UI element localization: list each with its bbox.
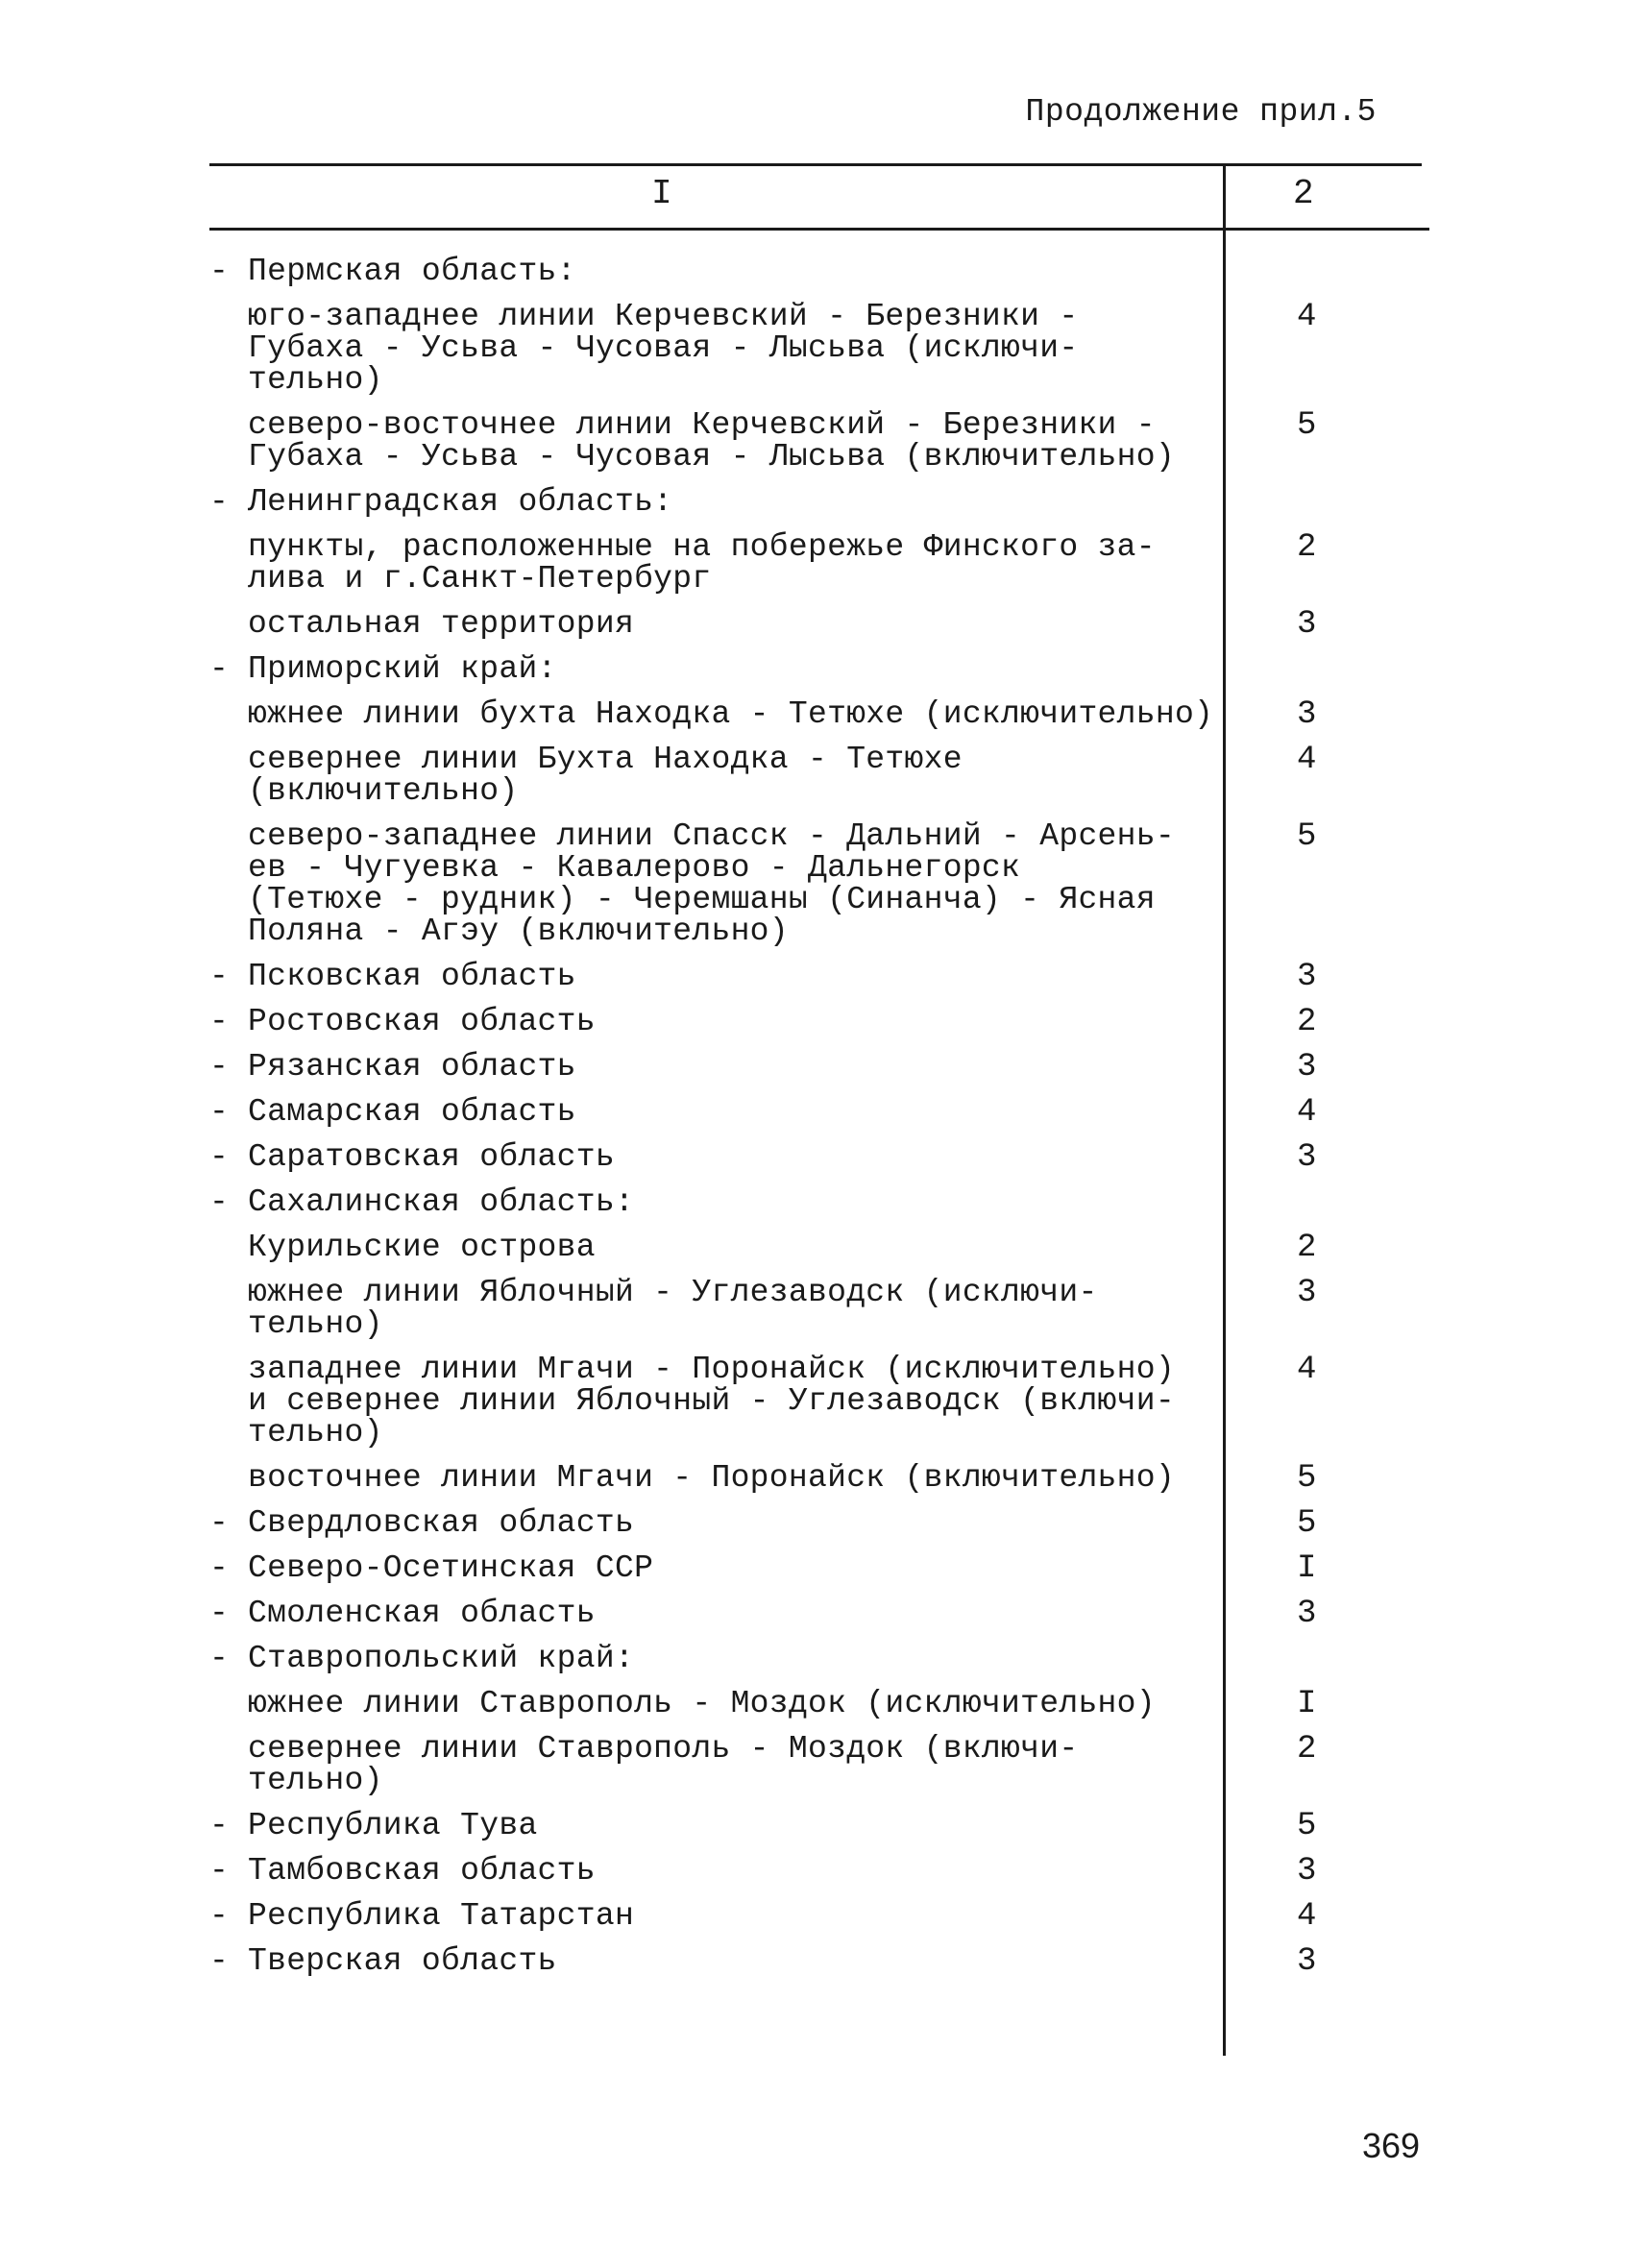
region-row	[209, 1943, 1429, 1980]
list-dash: -	[209, 1184, 230, 1220]
region-row	[209, 1004, 1429, 1040]
list-dash: -	[209, 1808, 230, 1843]
row-label-text: Ленинградская область:	[248, 484, 673, 520]
row-label	[209, 1855, 1218, 1887]
row-value: 3	[1297, 1049, 1317, 1085]
list-dash: -	[209, 1550, 230, 1586]
row-value: I	[1297, 1686, 1317, 1722]
region-row	[209, 1505, 1429, 1542]
region-row	[209, 1898, 1429, 1935]
row-value: 4	[1297, 1898, 1317, 1935]
region-row	[209, 1853, 1429, 1890]
table-body	[209, 256, 1429, 1990]
row-label-text: южнее линии Ставрополь - Моздок (исключительно)	[248, 1686, 1156, 1721]
row-label	[209, 486, 1218, 518]
region-row	[209, 256, 1429, 287]
row-label-text: Пермская область:	[248, 254, 576, 289]
row-label	[209, 698, 1256, 730]
row-value: 5	[1297, 818, 1317, 855]
list-dash: -	[209, 1943, 230, 1979]
row-label-text: остальная территория	[248, 606, 635, 642]
row-label	[209, 1507, 1218, 1539]
row-label-text: Самарская область	[248, 1094, 576, 1130]
row-label-text: Ставропольский край:	[248, 1641, 635, 1676]
row-value: 3	[1297, 696, 1317, 733]
row-value: 5	[1297, 1460, 1317, 1497]
row-label-text: севернее линии Бухта Находка - Тетюхе (включительно)	[248, 742, 963, 809]
row-label	[209, 1232, 1256, 1263]
region-row	[209, 1808, 1429, 1844]
table-top-rule	[209, 163, 1422, 166]
subregion-row	[209, 606, 1429, 643]
row-label	[209, 1810, 1218, 1841]
list-dash: -	[209, 1049, 230, 1085]
row-value: 3	[1297, 959, 1317, 995]
subregion-row	[209, 744, 1429, 807]
row-label-text: северо-западнее линии Спасск - Дальний - Арсень- ев - Чугуевка - Кавалерово - Дальнегорск (Тетюхе - рудник) - Черемшаны (Синанча) - Ясная Поляна - Агэу (включительно)	[248, 818, 1175, 949]
row-value: 4	[1297, 1094, 1317, 1131]
row-label	[209, 1186, 1218, 1218]
row-label-text: южнее линии бухта Находка - Тетюхе (исключительно)	[248, 696, 1214, 732]
row-label	[209, 1733, 1256, 1796]
region-row	[209, 1094, 1429, 1131]
region-row	[209, 1051, 1429, 1083]
list-dash: -	[209, 1641, 230, 1676]
row-value: 4	[1297, 299, 1317, 335]
list-dash: -	[209, 1596, 230, 1631]
row-value: I	[1297, 1550, 1317, 1587]
subregion-row	[209, 1686, 1429, 1722]
row-value: 2	[1297, 1230, 1317, 1266]
region-row	[209, 486, 1429, 518]
row-label-text: Свердловская область	[248, 1505, 635, 1541]
list-dash: -	[209, 1853, 230, 1889]
row-label	[209, 301, 1256, 396]
subregion-row	[209, 409, 1429, 473]
continuation-label: Продолжение прил.5	[1025, 94, 1377, 130]
row-label-text: пункты, расположенные на побережье Финского за- лива и г.Санкт-Петербург	[248, 529, 1156, 597]
subregion-row	[209, 1460, 1429, 1497]
row-label-text: Северо-Осетинская ССР	[248, 1550, 654, 1586]
row-label-text: Республика Тува	[248, 1808, 538, 1843]
row-value: 5	[1297, 407, 1317, 444]
region-row	[209, 1186, 1429, 1218]
region-row	[209, 1139, 1429, 1176]
row-value: 2	[1297, 1731, 1317, 1768]
row-label-text: Курильские острова	[248, 1230, 596, 1265]
list-dash: -	[209, 1004, 230, 1039]
region-row	[209, 1550, 1429, 1587]
row-label-text: Тамбовская область	[248, 1853, 596, 1889]
subregion-row	[209, 1277, 1429, 1340]
row-label	[209, 653, 1218, 685]
row-label	[209, 1353, 1256, 1449]
row-label	[209, 744, 1256, 807]
subregion-row	[209, 531, 1429, 595]
row-label-text: Ростовская область	[248, 1004, 596, 1039]
region-row	[209, 1596, 1429, 1632]
row-value: 5	[1297, 1808, 1317, 1844]
row-label-text: Рязанская область	[248, 1049, 576, 1085]
row-label	[209, 1552, 1218, 1584]
list-dash: -	[209, 1898, 230, 1934]
list-dash: -	[209, 959, 230, 994]
row-label	[209, 1006, 1218, 1037]
subregion-row	[209, 1733, 1429, 1796]
row-label	[209, 1277, 1256, 1340]
row-label-text: Сахалинская область:	[248, 1184, 635, 1220]
row-label	[209, 961, 1218, 992]
row-value: 3	[1297, 1853, 1317, 1890]
row-label	[209, 1141, 1218, 1173]
row-label-text: западнее линии Мгачи - Поронайск (исключительно) и севернее линии Яблочный - Углезаводск (включи- тельно)	[248, 1352, 1175, 1451]
row-label-text: восточнее линии Мгачи - Поронайск (включительно)	[248, 1460, 1175, 1496]
row-label	[209, 820, 1256, 947]
page-number: 369	[1362, 2126, 1421, 2165]
region-row	[209, 959, 1429, 995]
row-label-text: юго-западнее линии Керчевский - Березники - Губаха - Усьва - Чусовая - Лысьва (исключи- тельно)	[248, 299, 1079, 398]
subregion-row	[209, 1230, 1429, 1266]
row-value: 4	[1297, 1352, 1317, 1388]
row-label	[209, 1945, 1218, 1977]
region-row	[209, 1643, 1429, 1674]
row-value: 5	[1297, 1505, 1317, 1542]
row-label	[209, 1643, 1218, 1674]
row-label	[209, 1688, 1256, 1719]
row-value: 3	[1297, 1943, 1317, 1980]
row-label	[209, 1900, 1218, 1932]
row-label-text: южнее линии Яблочный - Углезаводск (исключи- тельно)	[248, 1275, 1098, 1342]
subregion-row	[209, 1353, 1429, 1449]
row-value: 3	[1297, 1139, 1317, 1176]
row-value: 3	[1297, 1596, 1317, 1632]
row-label	[209, 1096, 1218, 1128]
row-label	[209, 1051, 1218, 1083]
list-dash: -	[209, 1505, 230, 1541]
list-dash: -	[209, 651, 230, 687]
column-1-header: I	[651, 174, 672, 213]
climate-zone-table	[209, 163, 1429, 2056]
row-label-text: северо-восточнее линии Керчевский - Березники - Губаха - Усьва - Чусовая - Лысьва (включительно)	[248, 407, 1175, 475]
table-header-rule	[209, 228, 1429, 231]
row-label-text: Псковская область	[248, 959, 576, 994]
region-row	[209, 653, 1429, 685]
list-dash: -	[209, 1094, 230, 1130]
row-label-text: Приморский край:	[248, 651, 557, 687]
row-label	[209, 409, 1256, 473]
row-label	[209, 531, 1256, 595]
row-label-text: Саратовская область	[248, 1139, 615, 1175]
row-label	[209, 608, 1256, 640]
row-label-text: севернее линии Ставрополь - Моздок (включи- тельно)	[248, 1731, 1079, 1798]
row-label-text: Тверская область	[248, 1943, 557, 1979]
column-2-header: 2	[1293, 174, 1314, 213]
row-label	[209, 1462, 1256, 1494]
row-label-text: Смоленская область	[248, 1596, 596, 1631]
list-dash: -	[209, 1139, 230, 1175]
row-label-text: Республика Татарстан	[248, 1898, 635, 1934]
subregion-row	[209, 301, 1429, 396]
row-label	[209, 256, 1218, 287]
list-dash: -	[209, 484, 230, 520]
subregion-row	[209, 820, 1429, 947]
row-label	[209, 1597, 1218, 1629]
row-value: 4	[1297, 742, 1317, 778]
row-value: 2	[1297, 529, 1317, 566]
row-value: 3	[1297, 606, 1317, 643]
subregion-row	[209, 696, 1429, 733]
list-dash: -	[209, 254, 230, 289]
row-value: 2	[1297, 1004, 1317, 1040]
row-value: 3	[1297, 1275, 1317, 1311]
